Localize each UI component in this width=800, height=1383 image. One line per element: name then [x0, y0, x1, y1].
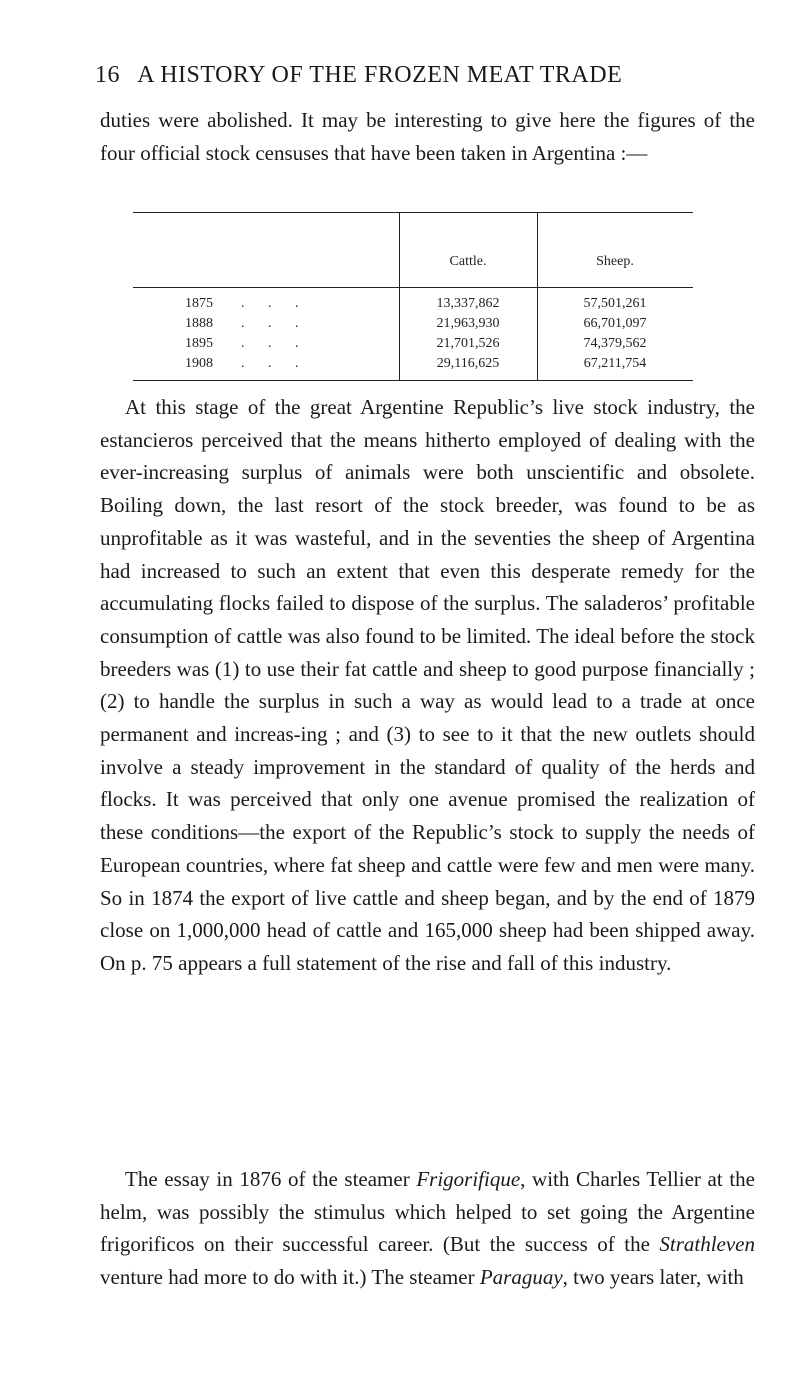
table-rule-top — [133, 212, 693, 213]
ship-name: Paraguay — [479, 1265, 563, 1290]
running-title: A HISTORY OF THE FROZEN MEAT TRADE — [137, 62, 623, 88]
paragraph-3-text: , two years later, with — [562, 1265, 744, 1290]
table-row — [133, 316, 693, 336]
row-year: 1908 — [185, 356, 213, 371]
row-year: 1895 — [185, 336, 213, 351]
census-table — [133, 212, 693, 380]
running-header — [95, 62, 622, 89]
ship-name: Frigorifique — [416, 1167, 521, 1191]
row-year: 1888 — [185, 316, 213, 331]
row-cattle: 29,116,625 — [436, 356, 500, 371]
table-rule-bottom — [133, 380, 693, 381]
ship-name: Strathleven — [659, 1232, 755, 1257]
row-cattle: 13,337,862 — [436, 296, 500, 311]
column-header-cattle: Cattle. — [449, 254, 487, 269]
row-leader-dots: . . . — [241, 356, 309, 371]
table-row — [133, 296, 693, 316]
table-row — [133, 356, 693, 376]
table-rule-header — [133, 287, 693, 288]
row-year: 1875 — [185, 296, 213, 311]
paragraph-3-text: , with Charles Tellier at the helm, was possibly the stimulus which helped to set going the Argentine frigorificos on their successful career. (But the success of the — [100, 1167, 755, 1257]
row-sheep: 66,701,097 — [583, 316, 647, 331]
paragraph-1: duties were abolished. It may be interesting to give here the figures of the four official stock censuses that have been taken in Argentina :— — [100, 108, 755, 165]
row-leader-dots: . . . — [241, 316, 309, 331]
row-cattle: 21,963,930 — [436, 316, 500, 331]
paragraph-3 — [100, 1163, 755, 1294]
row-cattle: 21,701,526 — [436, 336, 500, 351]
table-row — [133, 336, 693, 356]
row-sheep: 67,211,754 — [583, 356, 647, 371]
page-number: 16 — [95, 62, 120, 88]
column-header-sheep: Sheep. — [596, 254, 634, 269]
paragraph-3-text: venture had more to do with it.) The steamer — [100, 1265, 480, 1290]
row-leader-dots: . . . — [241, 336, 309, 351]
row-leader-dots: . . . — [241, 296, 309, 311]
paragraph-2: At this stage of the great Argentine Republic’s live stock industry, the estancieros perceived that the means hitherto employed of dealing with the ever-increasing surplus of animals were both unscientific and obsolete. Boiling down, the last resort of the stock breeder, was found to be as unprofitable as it was wasteful, and in the seventies the sheep of Argentina had increased to such an extent that even this desperate remedy for the accumulating flocks failed to dispose of the surplus. The saladeros’ profitable consumption of cattle was also found to be limited. The ideal before the stock breeders was (1) to use their fat cattle and sheep to good purpose financially ; (2) to handle the surplus in such a way as would lead to a trade at once permanent and increas-ing ; and (3) to see to it that the new outlets should involve a steady improvement in the standard of quality of the herds and flocks. It was perceived that only one avenue promised the realization of these conditions—the export of the Republic’s stock to supply the needs of European countries, where fat sheep and cattle were few and men were many. So in 1874 the export of live cattle and sheep began, and by the end of 1879 close on 1,000,000 head of cattle and 165,000 sheep had been shipped away. On p. 75 appears a full statement of the rise and fall of this industry. — [100, 395, 755, 975]
paragraph-3-text: The essay in 1876 of the steamer — [125, 1167, 417, 1191]
row-sheep: 74,379,562 — [583, 336, 647, 351]
row-sheep: 57,501,261 — [583, 296, 647, 311]
